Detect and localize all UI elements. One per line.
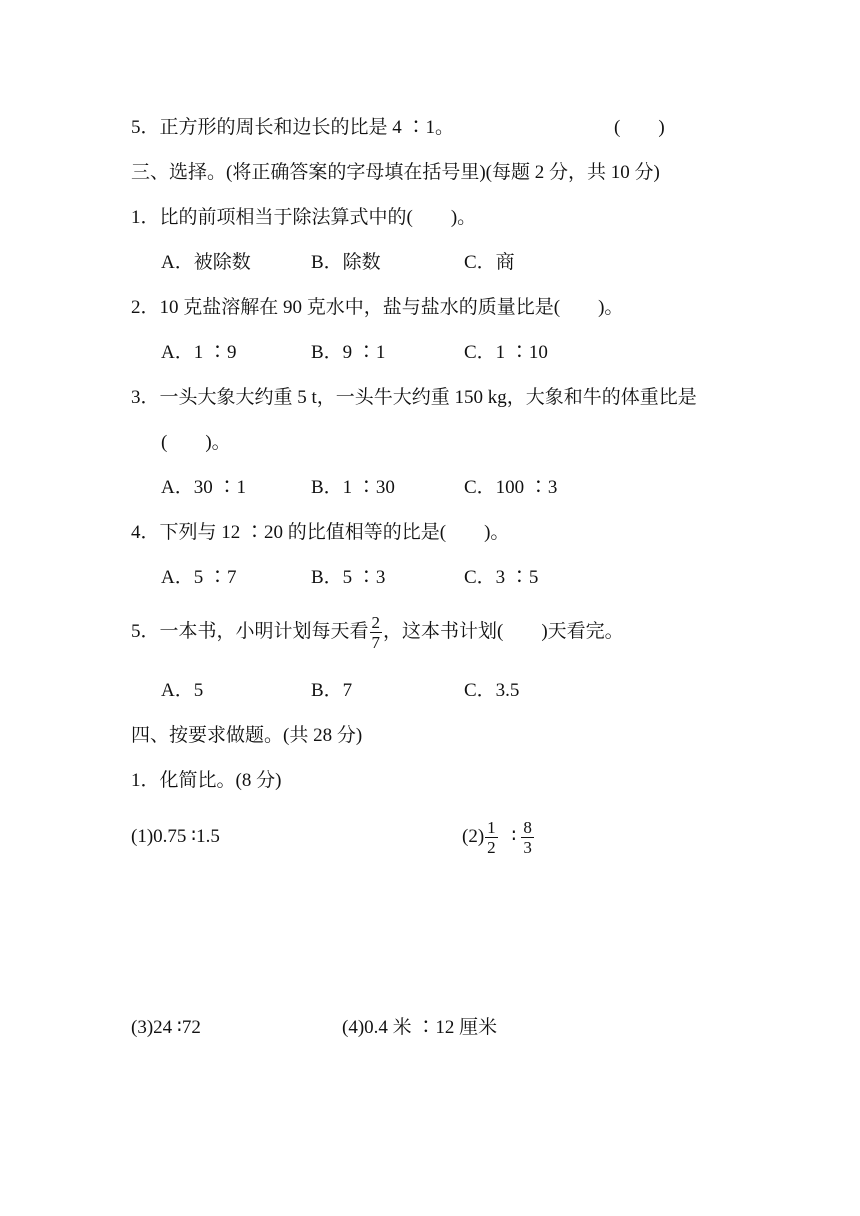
option-b[interactable]: B．除数	[311, 252, 381, 273]
question-3-2: 2．10 克盐溶解在 90 克水中，盐与盐水的质量比是( )。	[131, 297, 624, 318]
answer-paren[interactable]: ( )	[614, 117, 665, 138]
question-3-3: 3．一头大象大约重 5 t，一头牛大约重 150 kg，大象和牛的体重比是	[131, 387, 697, 408]
simplify-item-1: (1)0.75 ∶1.5	[131, 826, 220, 847]
simplify-item-4: (4)0.4 米 ∶12 厘米	[342, 1017, 498, 1038]
question-2-5	[131, 116, 454, 140]
option-a[interactable]: A．30 ∶1	[161, 477, 246, 498]
question-3-3-cont: ( )。	[161, 432, 231, 453]
option-b[interactable]: B．7	[311, 680, 353, 701]
option-c[interactable]: C．3.5	[464, 680, 520, 701]
option-a[interactable]: A．1 ∶9	[161, 342, 237, 363]
fraction: $\frac{1}{2}$	[487, 818, 496, 858]
simplify-item-3: (3)24 ∶72	[131, 1017, 201, 1038]
question-3-4: 4．下列与 12 ∶20 的比值相等的比是( )。	[131, 522, 510, 543]
option-c[interactable]: C．商	[464, 252, 515, 273]
fraction: $\frac{8}{3}$	[523, 818, 532, 858]
section-4-heading: 四、按要求做题。(共 28 分)	[131, 725, 363, 746]
simplify-item-2: (2) $\frac{1}{2}$ ∶ $\frac{8}{3}$	[462, 818, 532, 858]
option-a[interactable]: A．5 ∶7	[161, 567, 237, 588]
question-3-1: 1．比的前项相当于除法算式中的( )。	[131, 207, 477, 228]
option-b[interactable]: B．5 ∶3	[311, 567, 386, 588]
option-a[interactable]: A．5	[161, 680, 204, 701]
option-b[interactable]: B．1 ∶30	[311, 477, 395, 498]
sub-question-4-1: 1．化简比。(8 分)	[131, 770, 282, 791]
option-c[interactable]: C．100 ∶3	[464, 477, 558, 498]
option-b[interactable]: B．9 ∶1	[311, 342, 386, 363]
section-3-heading: 三、选择。(将正确答案的字母填在括号里)(每题 2 分，共 10 分)	[131, 162, 660, 183]
fraction: $\frac{2}{7}$	[371, 613, 381, 653]
question-text: 5．正方形的周长和边长的比是 4 ∶1。	[131, 117, 455, 138]
option-a[interactable]: A．被除数	[161, 252, 251, 273]
question-3-5: 5．一本书，小明计划每天看 $\frac{2}{7}$ ，这本书计划( )天看完。	[131, 613, 624, 653]
option-c[interactable]: C．3 ∶5	[464, 567, 539, 588]
option-c[interactable]: C．1 ∶10	[464, 342, 548, 363]
